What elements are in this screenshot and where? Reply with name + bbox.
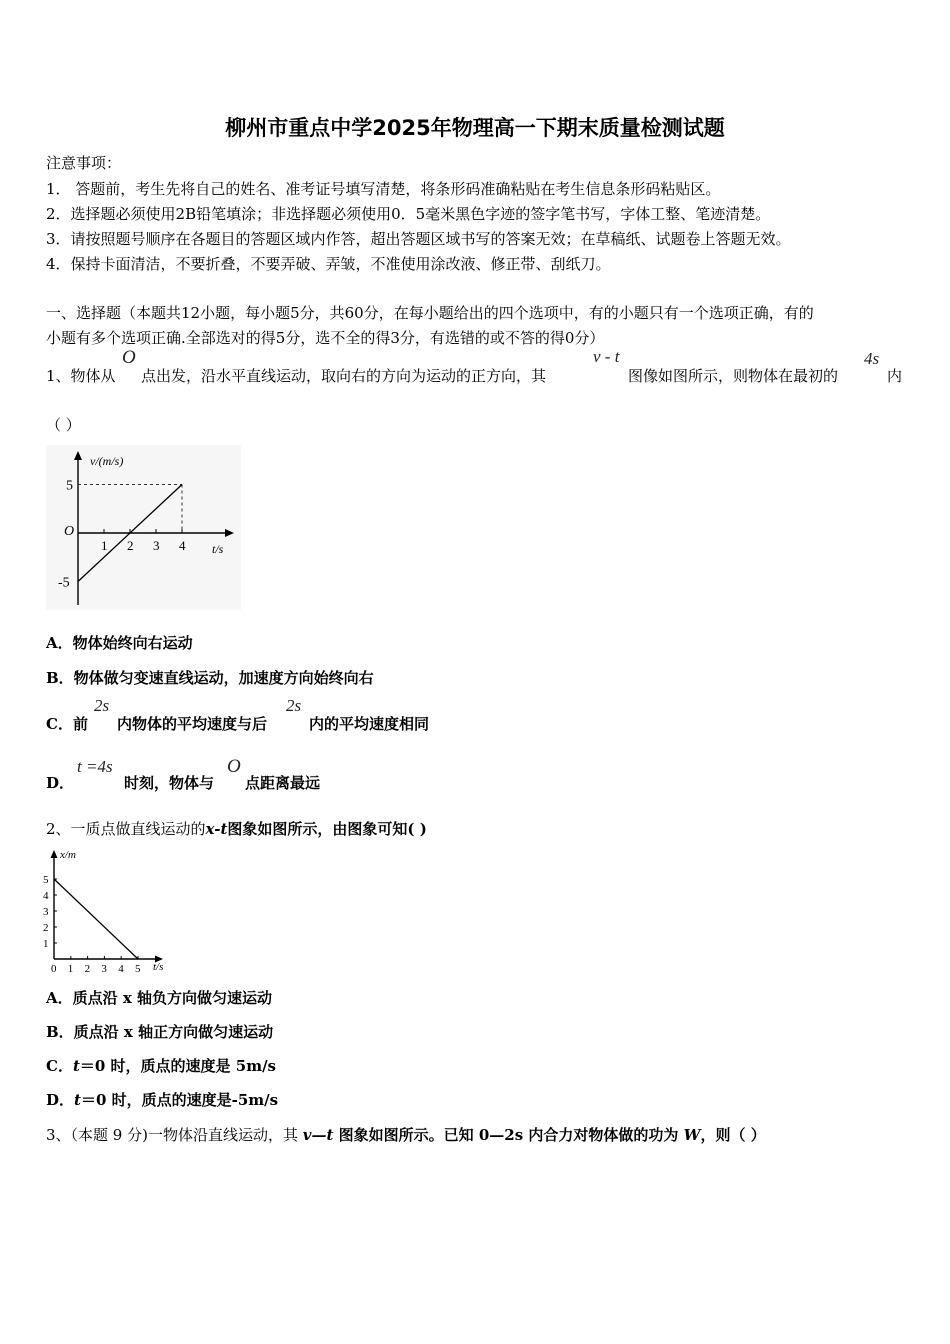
- q2-stem-post: 图象如图所示，由图象可知( ): [227, 820, 427, 838]
- section-intro-line2: 小题有多个选项正确.全部选对的得5分，选不全的得3分，有选错的或不答的得0分）: [46, 329, 605, 347]
- q3-stem-vt: v—t: [302, 1126, 334, 1144]
- x-axis-label: t/s: [212, 542, 224, 556]
- q2-option-d-t: t: [74, 1091, 81, 1109]
- y-axis-label: v/(m/s): [90, 454, 124, 468]
- q1-option-c-mid: 内物体的平均速度与后: [117, 715, 268, 733]
- notice-item: 1． 答题前，考生先将自己的姓名、准考证号填写清楚，将条形码准确粘贴在考生信息条形码粘贴区。: [46, 180, 721, 198]
- x-tick-label: 2: [127, 538, 134, 553]
- graph-background: [46, 445, 241, 610]
- y-tick-label: 2: [43, 922, 49, 934]
- q2-stem: [46, 818, 427, 839]
- q1-option-c-math1: 2s: [94, 696, 110, 715]
- x-tick-label: 1: [67, 963, 74, 975]
- q1-option-b: B．物体做匀变速直线运动，加速度方向始终向右: [46, 669, 374, 687]
- data-line: [54, 879, 138, 959]
- q1-math-o: O: [122, 347, 136, 368]
- x-axis-label: t/s: [153, 961, 164, 973]
- notice-item: 4．保持卡面清洁，不要折叠，不要弄破、弄皱，不准使用涂改液、修正带、刮纸刀。: [46, 255, 611, 273]
- y-tick-label: 5: [66, 478, 73, 494]
- q1-option-a: A．物体始终向右运动: [46, 634, 193, 652]
- notice-heading: 注意事项：: [46, 154, 122, 172]
- y-tick-label: 4: [43, 890, 49, 902]
- y-tick-label: 5: [43, 874, 49, 886]
- section-intro-line1: 一、选择题（本题共12小题，每小题5分，共60分，在每小题给出的四个选项中，有的小题只有一个选项正确，有的: [46, 304, 814, 322]
- y-axis-label: x/m: [60, 849, 76, 861]
- q2-option-c-post: ＝0 时，质点的速度是 5m/s: [79, 1057, 277, 1075]
- y-tick-label: -5: [58, 575, 70, 591]
- q1-math-4s: 4s: [864, 349, 880, 368]
- x-tick-label: 3: [153, 538, 160, 553]
- q3-stem: [46, 1124, 766, 1145]
- y-tick-label: 3: [43, 906, 49, 918]
- q1-option-d-math1: t =4s: [77, 757, 113, 776]
- q1-answer-paren: （ ）: [46, 416, 81, 434]
- y-tick-label: 1: [43, 938, 49, 950]
- q2-stem-pre: 2、一质点做直线运动的: [46, 820, 206, 838]
- q2-option-b: B．质点沿 x 轴正方向做匀速运动: [46, 1023, 274, 1041]
- q3-stem-post: ，则（ ）: [700, 1126, 766, 1144]
- q2-option-d: [46, 1089, 278, 1110]
- y-axis-arrow-icon: [51, 850, 58, 858]
- origin-label: O: [64, 524, 75, 539]
- q2-option-d-post: ＝0 时，质点的速度是-5m/s: [80, 1091, 279, 1109]
- q1-option-c-post: 内的平均速度相同: [309, 715, 430, 733]
- q2-xt-graph: [40, 845, 175, 975]
- q2-option-c: [46, 1055, 276, 1076]
- q1-stem-part4: 内: [887, 367, 903, 385]
- q2-option-d-pre: D．: [46, 1091, 75, 1109]
- q2-option-a: A．质点沿 x 轴负方向做匀速运动: [46, 989, 273, 1007]
- notice-item: 2．选择题必须使用2B铅笔填涂；非选择题必须使用0．5毫米黑色字迹的签字笔书写，字体工整、笔迹清楚。: [46, 205, 771, 223]
- q3-stem-pre: 3、（本题 9 分)一物体沿直线运动，其: [46, 1126, 303, 1144]
- x-tick-label: 0: [51, 963, 57, 975]
- q1-vt-graph: [46, 445, 241, 610]
- q2-option-c-pre: C．: [46, 1057, 73, 1075]
- x-tick-label: 3: [101, 963, 107, 975]
- page-title: 柳州市重点中学2025年物理高一下期末质量检测试题: [225, 116, 725, 140]
- q1-option-d-math2: O: [227, 756, 241, 777]
- x-tick-label: 5: [135, 963, 141, 975]
- q1-option-c-math2: 2s: [286, 696, 302, 715]
- q3-stem-mid: 图象如图所示。已知 0—2s 内合力对物体做的功为: [333, 1126, 684, 1144]
- x-tick-label: 4: [118, 963, 124, 975]
- q2-stem-xt: x-t: [205, 820, 228, 838]
- x-tick-label: 1: [101, 538, 108, 553]
- notice-item: 3．请按照题号顺序在各题目的答题区域内作答，超出答题区域书写的答案无效；在草稿纸、试题卷上答题无效。: [46, 230, 791, 248]
- x-tick-label: 4: [179, 538, 186, 553]
- q1-option-d-post: 点距离最远: [245, 774, 321, 792]
- q1-math-vt: v - t: [593, 347, 620, 366]
- q3-stem-w: W: [683, 1126, 701, 1144]
- q1-stem-part3: 图像如图所示，则物体在最初的: [628, 367, 839, 385]
- q1-stem-part2: 点出发，沿水平直线运动，取向右的方向为运动的正方向，其: [141, 367, 547, 385]
- q1-option-d-mid: 时刻，物体与: [124, 774, 215, 792]
- q1-option-c-pre: C．前: [46, 715, 88, 733]
- q2-option-c-t: t: [72, 1057, 80, 1075]
- q1-option-d-pre: D．: [46, 774, 75, 792]
- q1-stem-part1: 1、物体从: [46, 367, 116, 385]
- x-tick-label: 2: [84, 963, 91, 975]
